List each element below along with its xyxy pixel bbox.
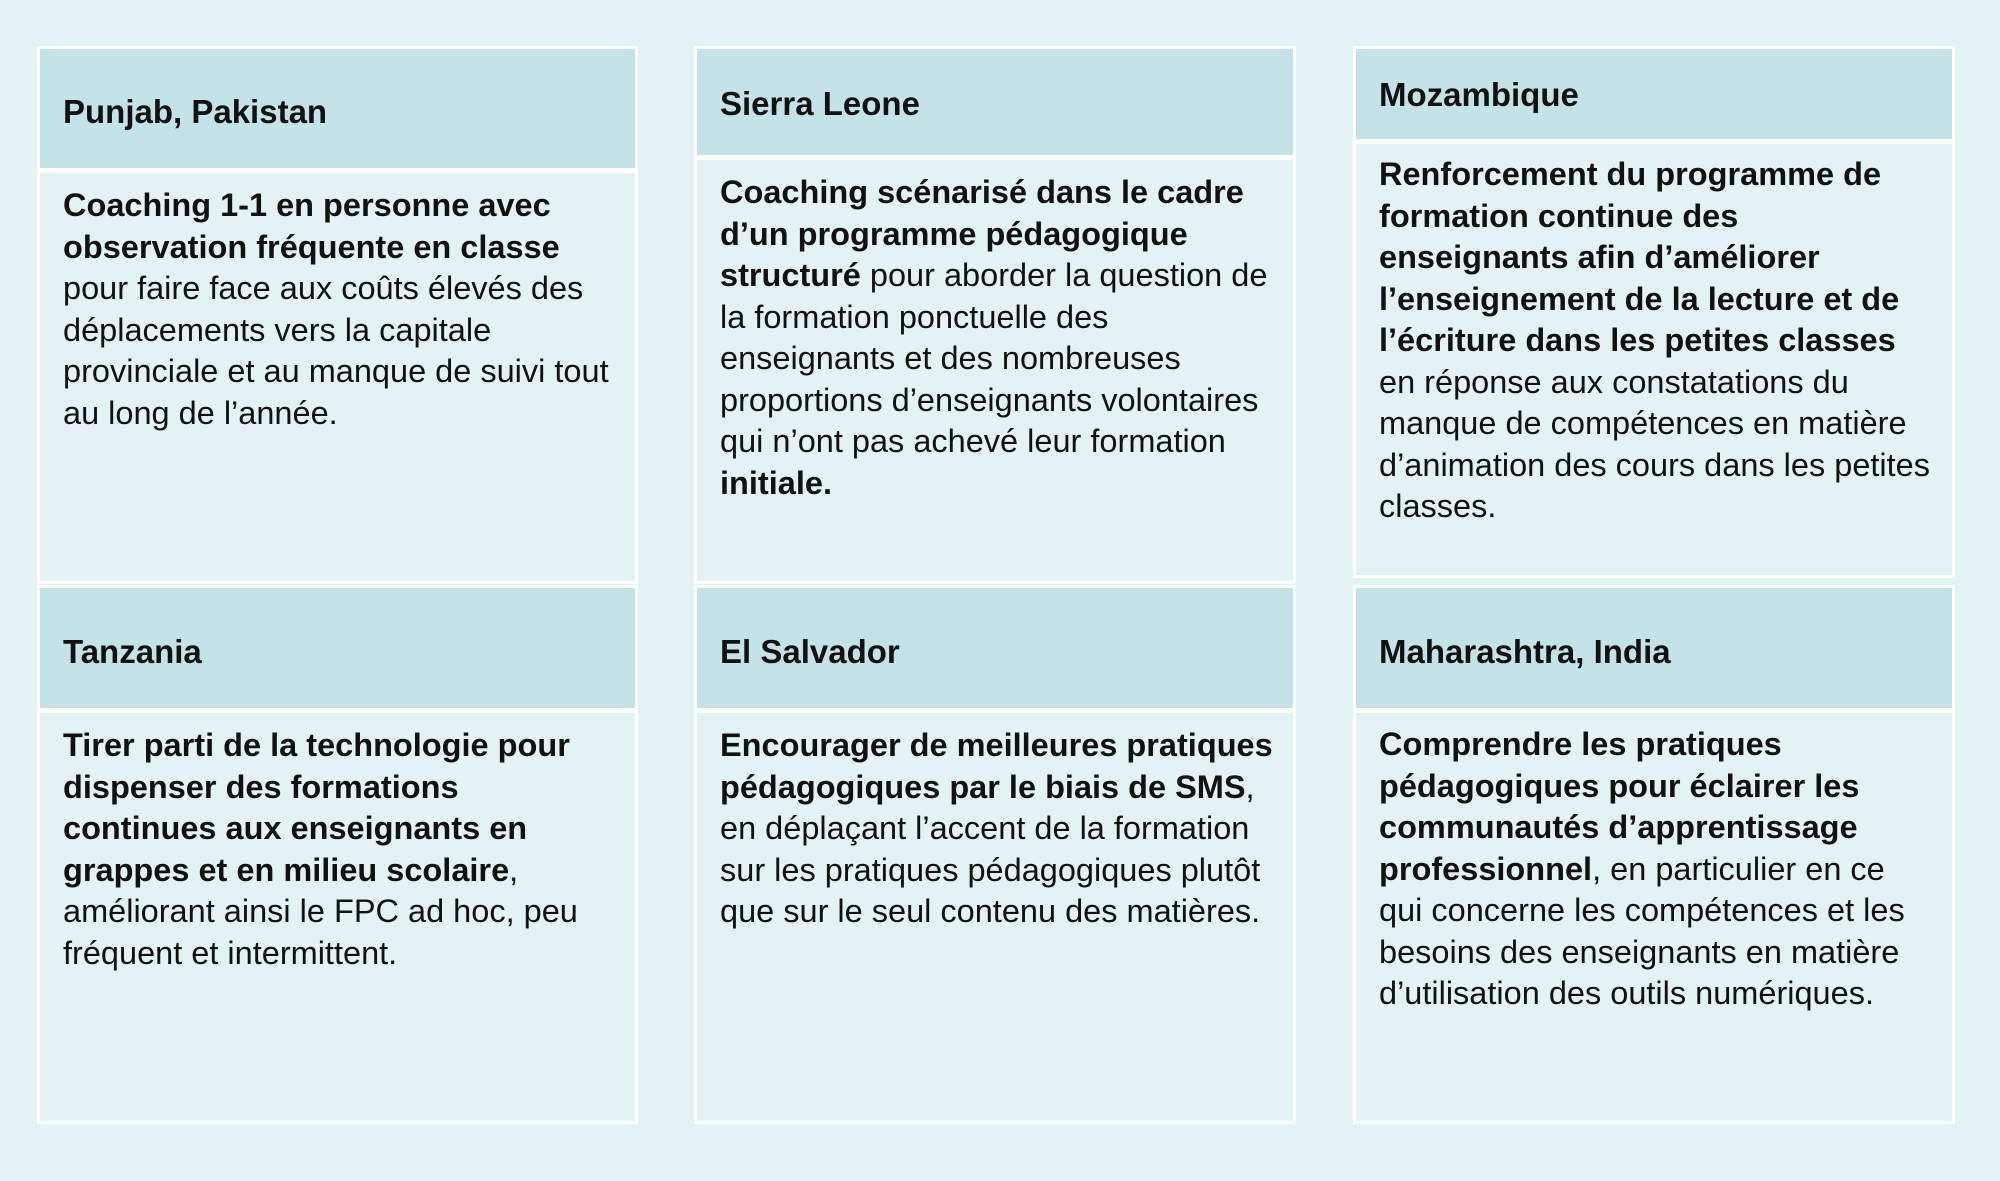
card-header	[40, 588, 635, 713]
description-text: , en déplaçant l’accent de la formation sur les pratiques pédagogiques plutôt que sur le seul contenu des matières.	[720, 768, 1261, 929]
card-title: El Salvador	[720, 633, 900, 670]
description-bold-text: Tirer parti de la technologie pour dispenser des formations continues aux enseignants en grappes et en milieu scolaire	[63, 727, 570, 888]
description-bold-text: initiale.	[720, 464, 832, 501]
description-bold-text: Coaching scénarisé dans le cadre d’un programme pédagogique structuré	[720, 174, 1244, 293]
card-description	[63, 725, 619, 974]
card-title: Sierra Leone	[720, 85, 920, 122]
card-maharashtra-india	[1353, 585, 1955, 1124]
description-bold-text: Encourager de meilleures pratiques pédagogiques par le biais de SMS	[720, 727, 1273, 805]
description-text: pour aborder la question de la formation ponctuelle des enseignants et des nombreuses proportions d’enseignants volontaires qui n’ont pas achevé leur formation	[720, 257, 1268, 459]
card-header	[1356, 49, 1952, 144]
card-mozambique	[1353, 46, 1955, 578]
description-bold-text: Comprendre les pratiques pédagogiques pour éclairer les communautés d’apprentissage professionnel	[1379, 726, 1860, 887]
card-description	[63, 185, 619, 434]
card-description	[720, 172, 1277, 504]
card-description	[1379, 724, 1936, 1015]
card-description	[720, 725, 1277, 933]
description-bold-text: Coaching 1-1 en personne avec observation fréquente en classe	[63, 187, 560, 265]
card-sierra-leone	[694, 46, 1296, 584]
card-title: Tanzania	[63, 633, 202, 670]
description-text: , améliorant ainsi le FPC ad hoc, peu fréquent et intermittent.	[63, 851, 578, 971]
description-text: pour faire face aux coûts élevés des déplacements vers la capitale provinciale et au manque de suivi tout au long de l’année.	[63, 270, 609, 431]
card-header	[697, 49, 1293, 160]
card-description	[1379, 154, 1936, 528]
card-el-salvador	[694, 585, 1296, 1124]
card-tanzania	[37, 585, 638, 1124]
card-header	[40, 49, 635, 173]
card-punjab-pakistan	[37, 46, 638, 584]
description-bold-text: Renforcement du programme de formation continue des enseignants afin d’améliorer l’enseignement de la lecture et de l’écriture dans les petites classes	[1379, 156, 1900, 358]
card-header	[697, 588, 1293, 713]
description-text: , en particulier en ce qui concerne les compétences et les besoins des enseignants en matière d’utilisation des outils numériques.	[1379, 850, 1905, 1011]
card-title: Maharashtra, India	[1379, 633, 1671, 670]
card-title: Mozambique	[1379, 76, 1579, 113]
card-title: Punjab, Pakistan	[63, 93, 328, 130]
card-header	[1356, 588, 1952, 713]
description-text: en réponse aux constatations du manque de compétences en matière d’animation des cours dans les petites classes.	[1379, 363, 1931, 524]
